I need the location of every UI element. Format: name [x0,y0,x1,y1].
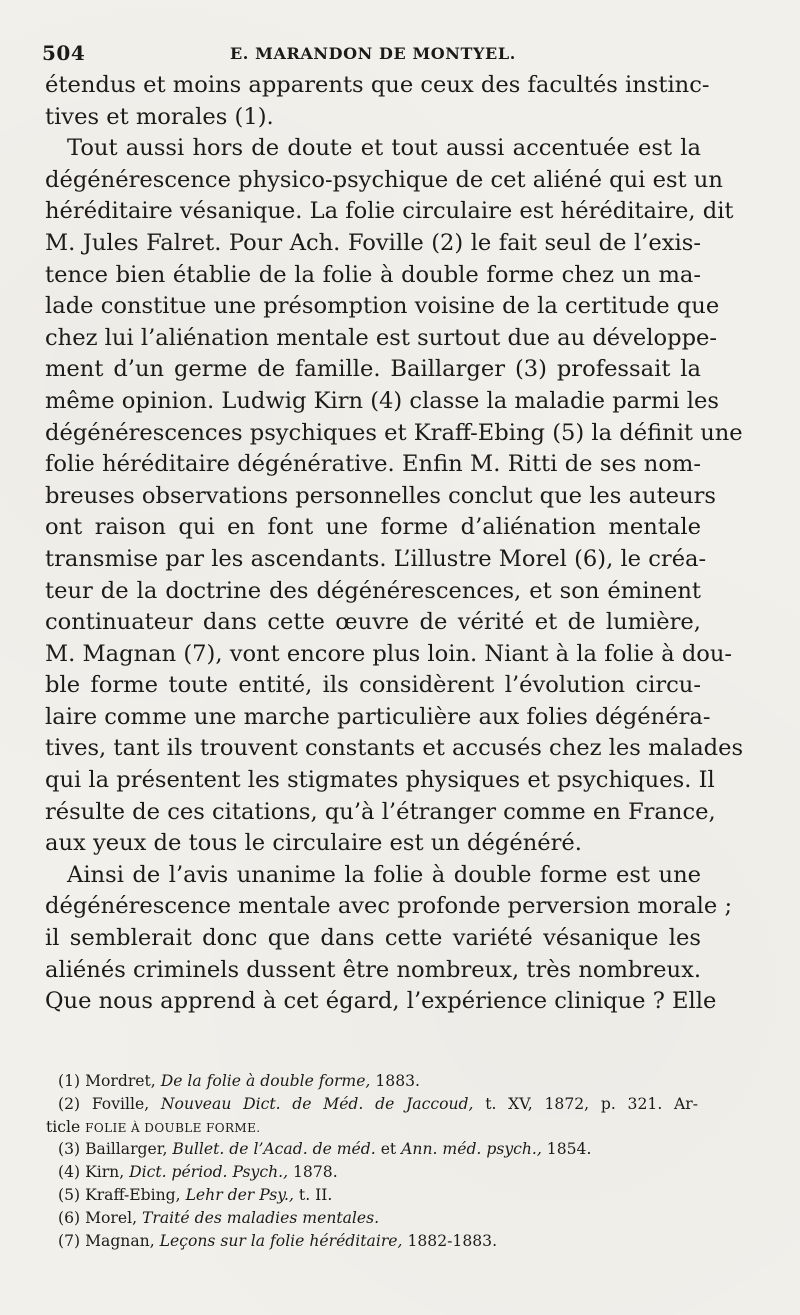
footnote-continuation [46,1116,698,1139]
text-line: chez lui l’aliénation mentale est surtout due au développe- [45,324,718,351]
footnote-title: Traité des maladies mentales. [142,1208,380,1227]
footnote-cont-smallcaps: FOLIE À DOUBLE FORME. [85,1120,261,1135]
text-line: dégénérescences psychiques et Kraff-Ebing (5) la définit une [45,419,743,446]
text-line: folie héréditaire dégénérative. Enfin M. Ritti de ses nom- [45,451,701,478]
text-line: ble forme toute entité, ils considèrent l’évolution circu- [45,672,701,699]
text-line: ment d’un germe de famille. Baillarger (3) professait la [45,356,701,383]
footnote-number: (1) [58,1072,81,1090]
text-line: ont raison qui en font une forme d’aliénation mentale [45,514,701,541]
footnote [58,1093,698,1116]
footnote-title: Dict. périod. Psych., [129,1163,289,1182]
text-line: tence bien établie de la folie à double forme chez un ma- [45,261,701,288]
text-line: tives et morales (1). [45,103,274,130]
footnote-rest: 1878. [293,1163,338,1182]
footnote-rest: 1883. [375,1072,421,1090]
footnote-number: (2) [58,1094,81,1113]
page-number: 504 [42,41,86,65]
text-line: dégénérescence physico-psychique de cet aliéné qui est un [45,166,723,193]
text-line: lade constitue une présomption voisine de la certitude que [45,293,720,320]
footnote-number: (7) [58,1231,81,1250]
footnote-title: Lehr der Psy., [185,1185,294,1204]
footnote-title: De la folie à double forme, [160,1072,371,1090]
footnote-author: Mordret, [85,1072,156,1090]
footnotes [46,1070,699,1252]
text-line: transmise par les ascendants. L’illustre Morel (6), le créa- [45,545,707,572]
text-line: même opinion. Ludwig Kirn (4) classe la maladie parmi les [45,387,719,414]
text-line: qui la présentent les stigmates physiques et psychiques. Il [45,767,715,794]
footnote-title-2: Ann. méd. psych., [401,1140,542,1159]
footnote-rest: t. XV, 1872, p. 321. Ar- [485,1094,699,1113]
footnote [58,1161,698,1184]
footnote-title: Leçons sur la folie héréditaire, [159,1231,403,1250]
footnote [58,1138,698,1161]
text-line: M. Magnan (7), vont encore plus loin. Niant à la folie à dou- [45,640,733,667]
text-line: breuses observations personnelles conclut que les auteurs [45,482,716,509]
footnote-title: Nouveau Dict. de Méd. de Jaccoud, [160,1094,474,1113]
footnote-author: Morel, [85,1208,138,1227]
text-line: M. Jules Falret. Pour Ach. Foville (2) le fait seul de l’exis- [45,229,701,256]
footnote-rest: 1854. [546,1140,592,1159]
text-line: aux yeux de tous le circulaire est un dégénéré. [45,830,582,857]
body-text [45,70,744,1018]
footnote [58,1207,698,1230]
footnote-number: (4) [58,1163,81,1182]
text-line: héréditaire vésanique. La folie circulaire est héréditaire, dit [45,198,734,225]
text-line: laire comme une marche particulière aux folies dégénéra- [45,703,711,730]
text-line: il semblerait donc que dans cette variété vésanique les [45,925,701,952]
text-line: résulte de ces citations, qu’à l’étranger comme en France, [45,798,716,825]
footnote-title: Bullet. de l’Acad. de méd. [172,1140,376,1159]
footnote-middle: et [380,1140,397,1159]
footnote-author: Magnan, [85,1231,155,1250]
text-line: Que nous apprend à cet égard, l’expérience clinique ? Elle [45,988,717,1015]
footnote [58,1070,698,1093]
footnote [58,1184,698,1207]
footnote-number: (3) [58,1140,81,1159]
footnote-author: Kraff-Ebing, [85,1185,181,1204]
running-header [42,40,742,66]
footnote-rest: t. II. [298,1185,333,1204]
footnote-author: Foville, [91,1094,150,1113]
text-line: dégénérescence mentale avec profonde perversion morale ; [45,893,733,920]
footnote-rest: 1882-1883. [407,1231,498,1250]
footnote-author: Kirn, [85,1163,125,1182]
running-title: E. MARANDON DE MONTYEL. [230,44,516,63]
text-line: aliénés criminels dussent être nombreux, très nombreux. [45,956,702,983]
footnote-author: Baillarger, [85,1140,168,1159]
text-line: étendus et moins apparents que ceux des facultés instinc- [45,72,710,98]
text-line: continuateur dans cette œuvre de vérité et de lumière, [45,609,701,636]
footnote-number: (6) [58,1208,81,1227]
text-line: teur de la doctrine des dégénérescences, et son éminent [45,577,701,604]
text-line: Ainsi de l’avis unanime la folie à double forme est une [67,861,701,888]
text-line: Tout aussi hors de doute et tout aussi accentuée est la [67,135,701,162]
footnote [58,1230,698,1253]
text-line: tives, tant ils trouvent constants et accusés chez les malades [45,735,744,762]
footnote-number: (5) [58,1185,81,1204]
footnote-cont-prefix: ticle [46,1117,81,1136]
